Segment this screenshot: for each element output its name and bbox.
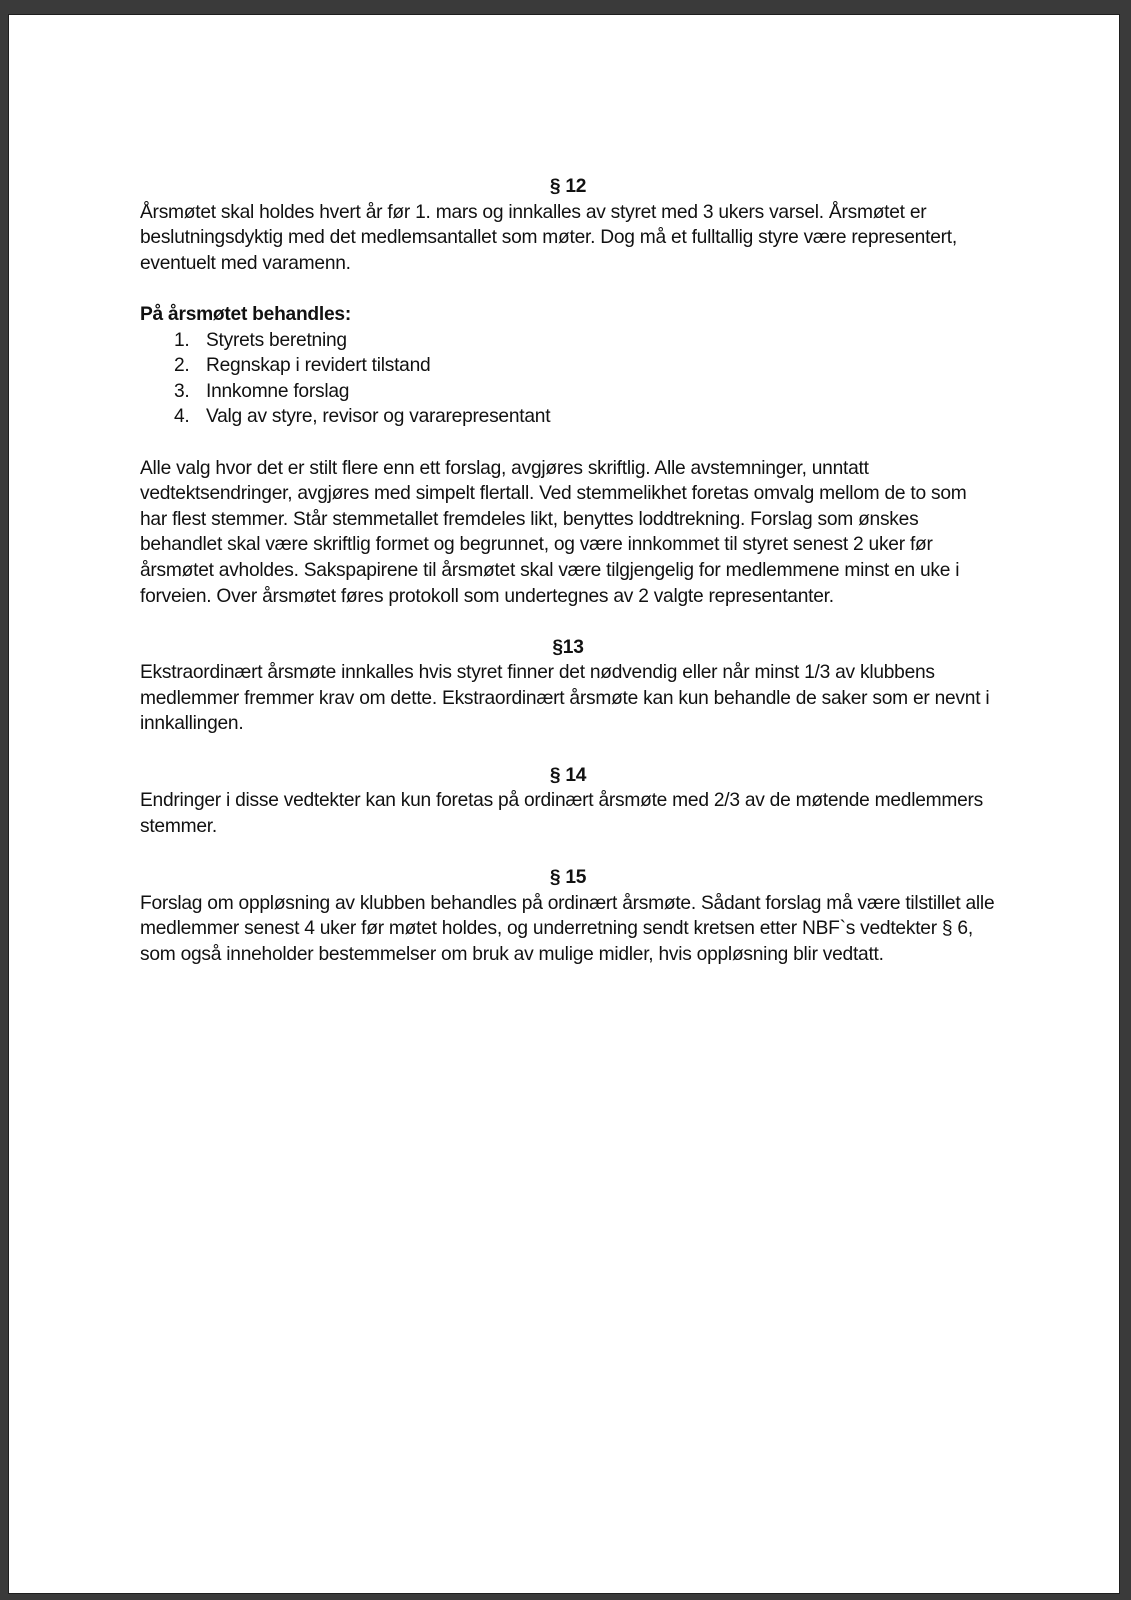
list-number: 2. bbox=[174, 355, 190, 377]
section-14-heading: § 14 bbox=[549, 764, 587, 786]
list-text: Regnskap i revidert tilstand bbox=[206, 355, 431, 377]
list-text: Styrets beretning bbox=[206, 329, 347, 351]
section-15-heading: § 15 bbox=[549, 867, 587, 889]
spacer bbox=[140, 430, 996, 456]
section-12-heading: § 12 bbox=[549, 176, 587, 197]
list-item bbox=[140, 353, 996, 379]
spacer bbox=[140, 276, 996, 302]
section-13-heading: §13 bbox=[552, 636, 584, 658]
agenda-list bbox=[140, 328, 996, 430]
list-text: Valg av styre, revisor og vararepresentant bbox=[206, 406, 551, 428]
list-item bbox=[140, 379, 996, 405]
agenda-heading: På årsmøtet behandles: bbox=[140, 303, 351, 325]
spacer bbox=[140, 737, 996, 763]
list-number: 1. bbox=[174, 329, 190, 351]
list-text: Innkomne forslag bbox=[206, 380, 350, 402]
section-12-paragraph-1: Årsmøtet skal holdes hvert år før 1. mars og innkalles av styret med 3 ukers varsel. Årsmøtet er beslutningsdyktig med det medlemsantallet som møter. Dog må et fulltallig styre være representert, eventuelt med varamenn. bbox=[140, 201, 957, 274]
list-item bbox=[140, 404, 996, 430]
section-12-paragraph-2: Alle valg hvor det er stilt flere enn ett forslag, avgjøres skriftlig. Alle avstemninger, unntatt vedtektsendringer, avgjøres med simpelt flertall. Ved stemmelikhet foretas omvalg mellom de to som har flest stemmer. Står stemmetallet fremdeles likt, benyttes loddtrekning. Forslag som ønskes behandlet skal være skriftlig formet og begrunnet, og være innkommet til styret senest 2 uker før årsmøtet avholdes. Sakspapirene til årsmøtet skal være tilgjengelig for medlemmene minst en uke i forveien. Over årsmøtet føres protokoll som undertegnes av 2 valgte representanter. bbox=[140, 457, 967, 607]
section-15-paragraph: Forslag om oppløsning av klubben behandles på ordinært årsmøte. Sådant forslag må være tilstillet alle medlemmer senest 4 uker før møtet holdes, og underretning sendt kretsen etter NBF`s vedtekter § 6, som også inneholder bestemmelser om bruk av mulige midler, hvis oppløsning blir vedtatt. bbox=[140, 892, 995, 965]
section-13-paragraph: Ekstraordinært årsmøte innkalles hvis styret finner det nødvendig eller når minst 1/3 av klubbens medlemmer fremmer krav om dette. Ekstraordinært årsmøte kan kun behandle de saker som er nevnt i innkallingen. bbox=[140, 662, 990, 735]
spacer bbox=[140, 839, 996, 865]
spacer bbox=[140, 609, 996, 635]
list-number: 4. bbox=[174, 406, 190, 428]
list-item bbox=[140, 328, 996, 354]
section-14-paragraph: Endringer i disse vedtekter kan kun foretas på ordinært årsmøte med 2/3 av de møtende medlemmers stemmer. bbox=[140, 790, 984, 837]
list-number: 3. bbox=[174, 380, 190, 402]
document-content bbox=[140, 174, 996, 967]
document-page bbox=[8, 14, 1120, 1594]
